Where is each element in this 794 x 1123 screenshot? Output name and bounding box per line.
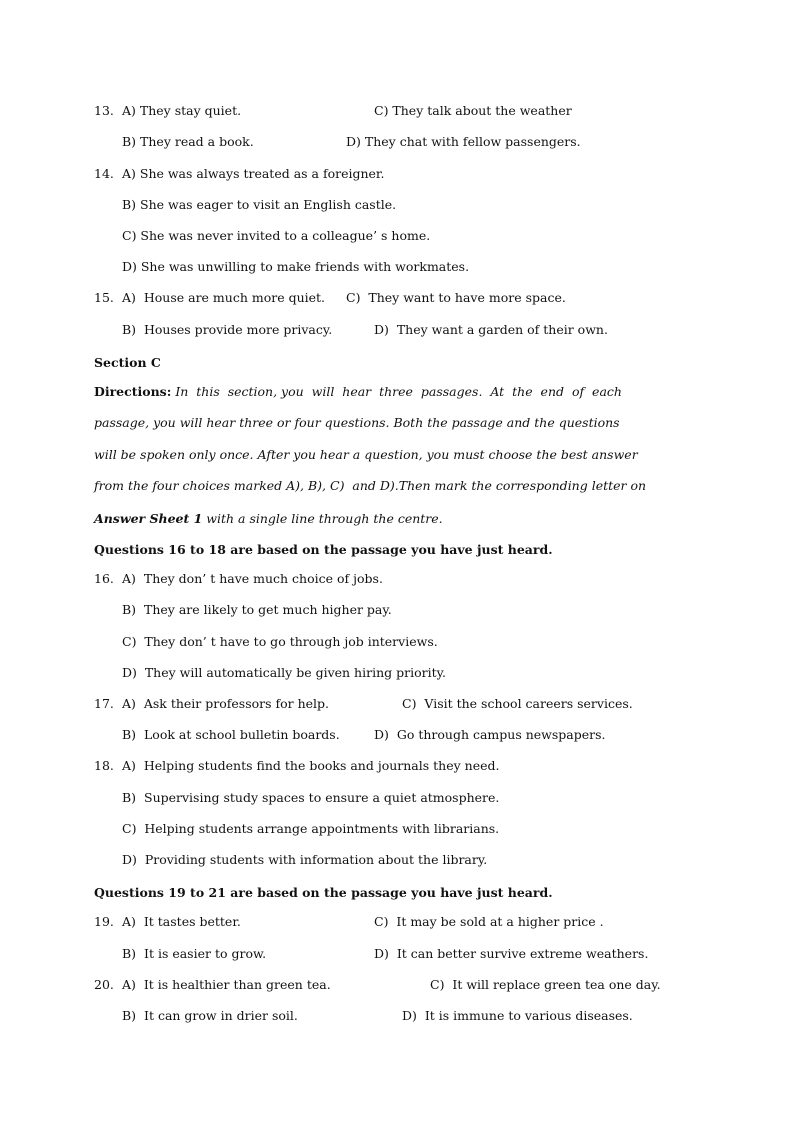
- question-14-option-a: A) She was always treated as a foreigner.: [122, 166, 385, 181]
- question-14-number: 14.: [94, 166, 114, 181]
- question-20-option-c: C) It will replace green tea one day.: [430, 977, 661, 992]
- directions-line-4: from the four choices marked A), B), C) and D).Then mark the corresponding letter on: [94, 478, 647, 493]
- directions-text-1: In this section, you will hear three passages. At the end of each: [175, 384, 622, 399]
- question-18-option-a: A) Helping students find the books and journals they need.: [122, 758, 500, 773]
- directions-tail: with a single line through the centre.: [202, 511, 443, 526]
- question-17-number: 17.: [94, 696, 114, 711]
- question-19-number: 19.: [94, 914, 114, 929]
- question-20-option-d: D) It is immune to various diseases.: [402, 1008, 633, 1023]
- question-20-option-b: B) It can grow in drier soil.: [122, 1008, 298, 1023]
- directions-line-1: [94, 384, 622, 400]
- question-19-option-b: B) It is easier to grow.: [122, 946, 267, 961]
- question-16-option-a: A) They don’ t have much choice of jobs.: [122, 571, 383, 586]
- answer-sheet-label: Answer Sheet 1: [94, 511, 203, 526]
- question-17-option-a: A) Ask their professors for help.: [122, 696, 330, 711]
- question-13-option-d: D) They chat with fellow passengers.: [346, 134, 581, 149]
- directions-line-3: will be spoken only once. After you hear a question, you must choose the best answer: [94, 447, 638, 462]
- question-13-number: 13.: [94, 103, 114, 118]
- question-14-option-d: D) She was unwilling to make friends with workmates.: [122, 259, 470, 274]
- question-13-option-a: A) They stay quiet.: [122, 103, 242, 118]
- directions-line-5: [94, 511, 443, 527]
- directions-line-2: passage, you will hear three or four questions. Both the passage and the questions: [94, 415, 620, 430]
- question-16-option-c: C) They don’ t have to go through job interviews.: [122, 634, 438, 649]
- question-13-option-c: C) They talk about the weather: [374, 103, 572, 118]
- question-20-option-a: A) It is healthier than green tea.: [122, 977, 331, 992]
- question-17-option-b: B) Look at school bulletin boards.: [122, 727, 340, 742]
- question-18-option-b: B) Supervising study spaces to ensure a quiet atmosphere.: [122, 790, 500, 805]
- question-16-number: 16.: [94, 571, 114, 586]
- question-20-number: 20.: [94, 977, 114, 992]
- question-13-option-b: B) They read a book.: [122, 134, 254, 149]
- question-19-option-d: D) It can better survive extreme weathers.: [374, 946, 649, 961]
- question-17-option-d: D) Go through campus newspapers.: [374, 727, 606, 742]
- question-19-option-c: C) It may be sold at a higher price .: [374, 914, 604, 929]
- section-c-heading: Section C: [94, 355, 161, 370]
- question-18-option-d: D) Providing students with information about the library.: [122, 852, 488, 867]
- questions-19-21-heading: Questions 19 to 21 are based on the passage you have just heard.: [94, 885, 553, 900]
- question-19-option-a: A) It tastes better.: [122, 914, 241, 929]
- directions-label: Directions:: [94, 384, 172, 399]
- question-16-option-d: D) They will automatically be given hiring priority.: [122, 665, 446, 680]
- question-18-number: 18.: [94, 758, 114, 773]
- question-15-option-a: A) House are much more quiet.: [122, 290, 326, 305]
- question-15-option-b: B) Houses provide more privacy.: [122, 322, 333, 337]
- question-14-option-c: C) She was never invited to a colleague’ s home.: [122, 228, 431, 243]
- question-14-option-b: B) She was eager to visit an English castle.: [122, 197, 397, 212]
- question-18-option-c: C) Helping students arrange appointments with librarians.: [122, 821, 500, 836]
- questions-16-18-heading: Questions 16 to 18 are based on the passage you have just heard.: [94, 542, 553, 557]
- question-15-option-d: D) They want a garden of their own.: [374, 322, 608, 337]
- question-16-option-b: B) They are likely to get much higher pay.: [122, 602, 392, 617]
- question-15-option-c: C) They want to have more space.: [346, 290, 566, 305]
- question-17-option-c: C) Visit the school careers services.: [402, 696, 633, 711]
- question-15-number: 15.: [94, 290, 114, 305]
